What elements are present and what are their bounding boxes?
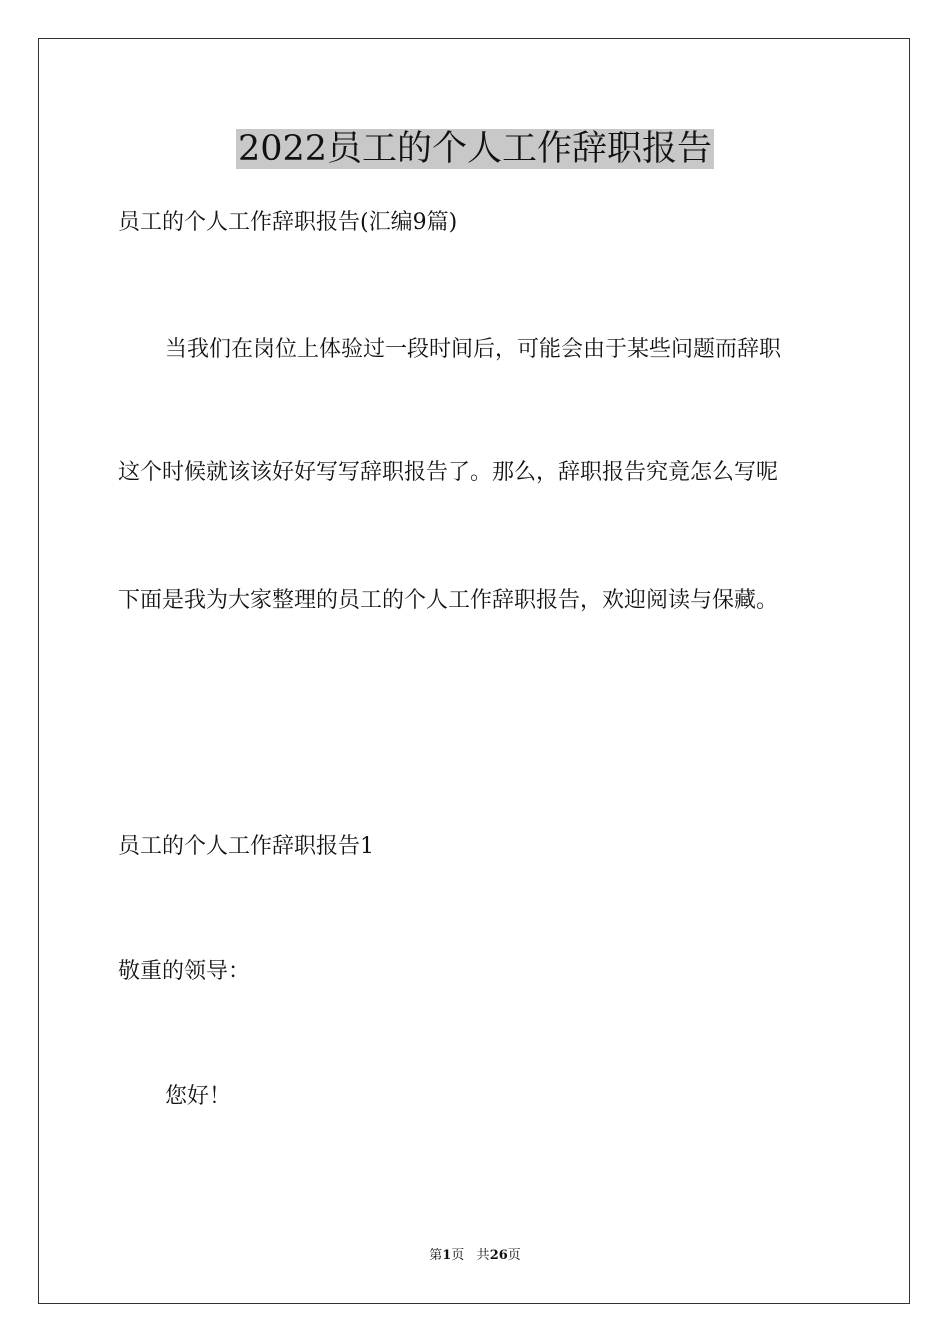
document-title-text: 2022员工的个人工作辞职报告 bbox=[237, 129, 713, 169]
footer-page-number: 1 bbox=[442, 1248, 452, 1263]
footer-total-prefix: 共 bbox=[476, 1248, 490, 1263]
footer-total-suffix: 页 bbox=[507, 1248, 521, 1263]
paragraph-line-2: 这个时候就该该好好写写辞职报告了。那么，辞职报告究竟怎么写呢 bbox=[118, 460, 779, 485]
greeting: 您好！ bbox=[165, 1084, 232, 1109]
page-footer bbox=[0, 1247, 950, 1265]
section-heading: 员工的个人工作辞职报告1 bbox=[118, 834, 374, 859]
paragraph-line-3: 下面是我为大家整理的员工的个人工作辞职报告，欢迎阅读与保藏。 bbox=[118, 588, 779, 613]
footer-total-pages: 26 bbox=[489, 1248, 508, 1263]
paragraph-line-1: 当我们在岗位上体验过一段时间后，可能会由于某些问题而辞职 bbox=[165, 337, 782, 362]
salutation: 敬重的领导： bbox=[118, 959, 251, 984]
document-title bbox=[0, 127, 950, 171]
document-subtitle: 员工的个人工作辞职报告(汇编9篇) bbox=[118, 210, 458, 235]
footer-page-prefix: 第 bbox=[429, 1248, 443, 1263]
footer-page-suffix: 页 bbox=[451, 1248, 465, 1263]
